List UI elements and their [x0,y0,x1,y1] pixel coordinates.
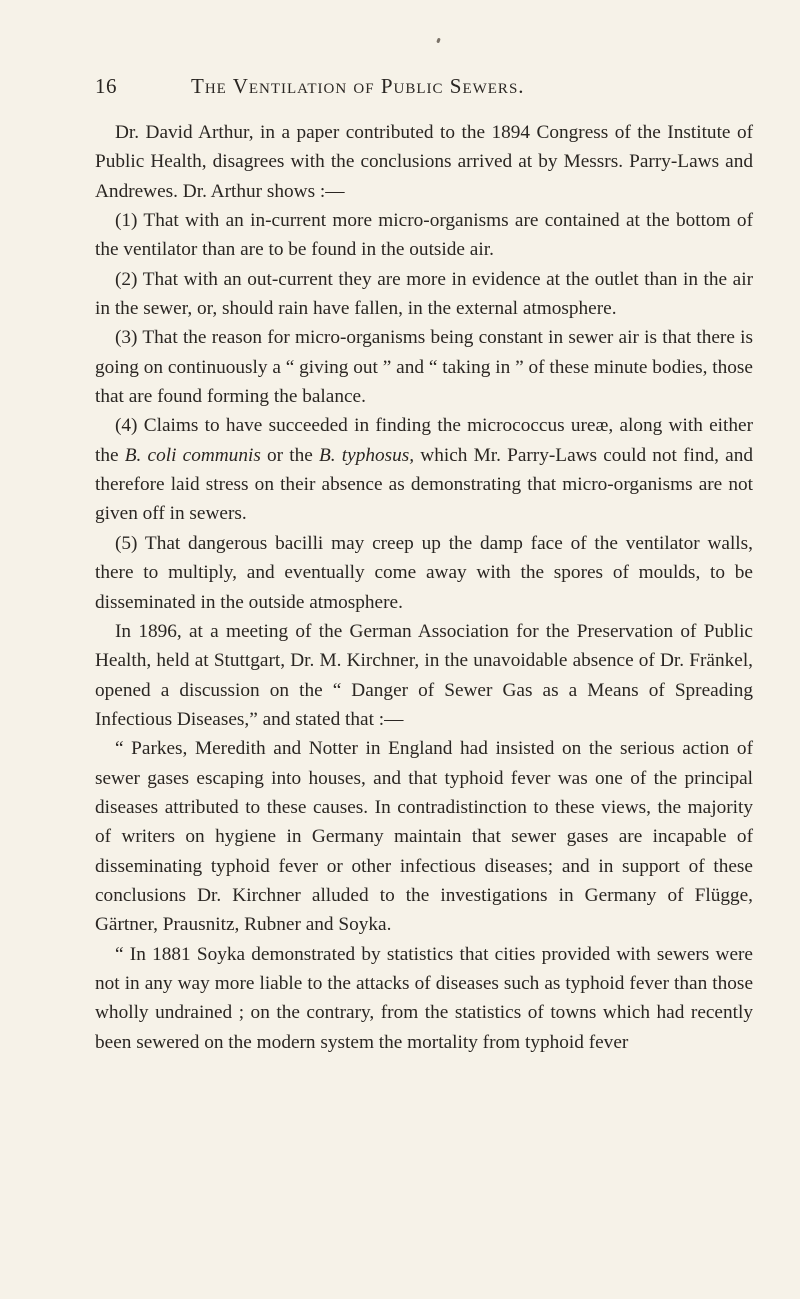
paragraph-with-italics [95,411,753,528]
paragraph: (2) That with an out-current they are more in evidence at the outlet than in the air in the sewer, or, should rain have fallen, in the external atmosphere. [95,268,753,320]
text-run: which Mr. Parry-Laws could not find, and therefore laid stress on their absence as demonstrating that micro-organisms are not given off in sewers. [95,444,753,525]
quoted-paragraph: “ In 1881 Soyka demonstrated by statistics that cities provided with sewers were not in any way more liable to the attacks of diseases such as typhoid fever than those wholly undrained ; on the contrary, from the statistics of towns which had recently been sewered on the modern system the mortality from typhoid fever [95,943,753,1053]
text-run: or the [260,444,320,466]
ink-speck [436,38,441,44]
page-number: 16 [95,74,117,98]
paragraph: (5) That dangerous bacilli may creep up the damp face of the ventilator walls, there to multiply, and eventually come away with the spores of moulds, to be disseminated in the outside atmosphere. [95,532,753,613]
page-header [95,74,740,106]
body-text [95,118,753,1057]
text-run: (4) Claims to have succeeded in finding the micrococcus ureæ, along with either the [95,415,753,466]
running-title: The Ventilation of Public Sewers. [191,74,525,98]
paragraph: (3) That the reason for micro-organisms being constant in sewer air is that there is going on continuously a “ giving out ” and “ taking in ” of these minute bodies, those that are found forming the balance. [95,327,753,408]
quoted-paragraph: “ Parkes, Meredith and Notter in England had insisted on the serious action of sewer gases escaping into houses, and that typhoid fever was one of the principal diseases attributed to these causes. In contradistinction to these views, the majority of writers on hygiene in Germany maintain that sewer gases are incapable of disseminating typhoid fever or other infectious diseases; and in support of these conclusions Dr. Kirchner alluded to the investigations in Germany of Flügge, Gärtner, Prausnitz, Rubner and Soyka. [95,738,753,936]
paragraph: In 1896, at a meeting of the German Association for the Preservation of Public Health, held at Stuttgart, Dr. M. Kirchner, in the unavoidable absence of Dr. Fränkel, opened a discussion on the “ Danger of Sewer Gas as a Means of Spreading Infectious Diseases,” and stated that :— [95,620,753,730]
species-name: B. coli communis [124,444,261,466]
species-name: B. typhosus, [319,444,415,466]
paragraph: Dr. David Arthur, in a paper contributed to the 1894 Congress of the Institute of Public Health, disagrees with the conclusions arrived at by Messrs. Parry-Laws and Andrewes. Dr. Arthur shows :— [95,122,753,202]
paragraph: (1) That with an in-current more micro-organisms are contained at the bottom of the ventilator than are to be found in the outside air. [95,210,753,261]
